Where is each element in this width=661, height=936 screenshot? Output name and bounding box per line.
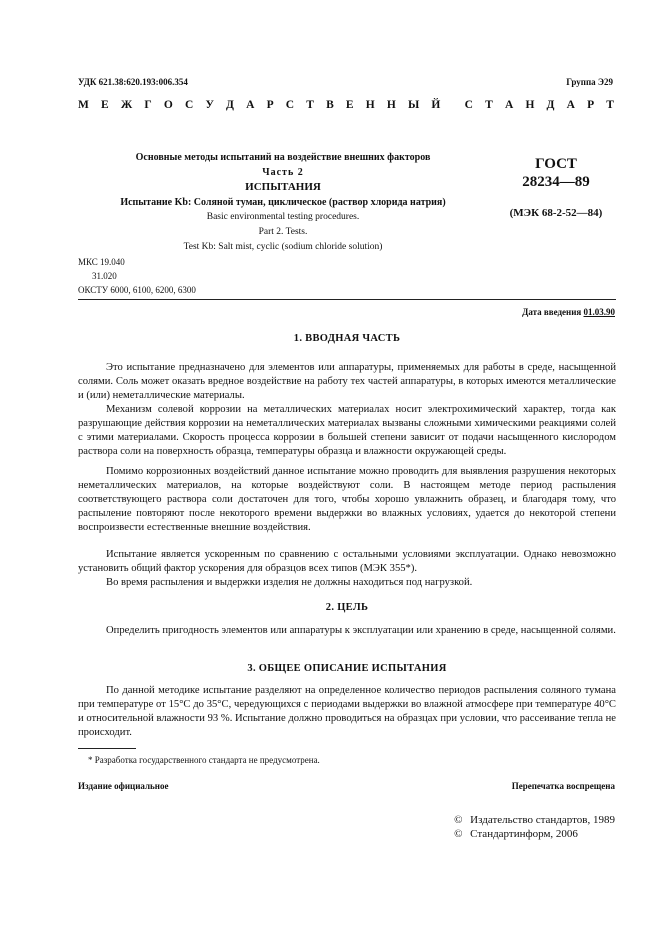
- banner-letter: Т: [606, 99, 614, 111]
- banner-letter: Д: [226, 99, 234, 111]
- banner-letter: У: [205, 99, 214, 111]
- section-1-paragraph-4: Испытание является ускоренным по сравнению с остальными условиями эксплуатации. Однако невозможно установить общий фактор ускорения для образцов всех типов (МЭК 355*).: [78, 549, 616, 574]
- banner-letter: М: [78, 99, 89, 111]
- introduction-date-value: 01.03.90: [583, 307, 615, 317]
- iec-reference: (МЭК 68-2-52—84): [509, 207, 603, 219]
- copyright-icon: ©: [454, 828, 463, 840]
- title-line-part: Часть 2: [262, 167, 304, 178]
- reprint-prohibited-label: Перепечатка воспрещена: [511, 781, 615, 791]
- banner-letter: А: [566, 99, 575, 111]
- section-3-title: 3. ОБЩЕЕ ОПИСАНИЕ ИСПЫТАНИЯ: [247, 663, 447, 674]
- gost-number: 28234—89: [522, 174, 590, 190]
- oksty-line: ОКСТУ 6000, 6100, 6200, 6300: [78, 285, 196, 295]
- udk-code: УДК 621.38:620.193:006.354: [78, 77, 188, 87]
- copyright-publisher-2006: Стандартинформ, 2006: [470, 828, 578, 840]
- banner-letter: Н: [525, 99, 535, 111]
- title-en-line3: Test Kb: Salt mist, cyclic (sodium chloride solution): [183, 242, 383, 252]
- section-2-title: 2. ЦЕЛЬ: [325, 602, 369, 613]
- interstate-standard-banner: [78, 99, 614, 111]
- title-en-line1: Basic environmental testing procedures.: [206, 212, 360, 222]
- introduction-date-label: Дата введения: [522, 307, 582, 317]
- banner-letter: Е: [345, 99, 354, 111]
- banner-letter: О: [163, 99, 173, 111]
- banner-letter: Т: [485, 99, 493, 111]
- banner-letter: В: [326, 99, 334, 111]
- footnote: * Разработка государственного стандарта не предусмотрена.: [88, 755, 320, 765]
- banner-letter: С: [285, 99, 295, 111]
- section-1-title: 1. ВВОДНАЯ ЧАСТЬ: [293, 333, 401, 344]
- banner-letter: Р: [587, 99, 595, 111]
- title-line-tests: ИСПЫТАНИЯ: [245, 181, 321, 193]
- section-1-paragraph-1: Это испытание предназначено для элементов или аппаратуры, применяемых для работы в среде, насыщенной солями. Соль может оказать вредное воздействие на работу тех частей аппаратуры, в которых имеются металлические и (или) неметаллические материалы.: [78, 362, 616, 401]
- banner-letter: Г: [144, 99, 152, 111]
- banner-letter: А: [504, 99, 514, 111]
- banner-letter: Ж: [120, 99, 133, 111]
- mks-line2: 31.020: [92, 271, 117, 281]
- banner-letter: Т: [306, 99, 314, 111]
- section-3-paragraph-1: По данной методике испытание разделяют на определенное количество периодов распыления соляного тумана при температуре от 15°С до 35°С, чередующихся с периодами выдержки во влажной атмосфере при температуре 40°С и относительной влажности 93 %. Испытание должно проводиться на образцах при условии, что рассеивание тепла не происходит.: [78, 685, 616, 738]
- title-en-line2: Part 2. Tests.: [258, 227, 308, 237]
- banner-letter: Й: [431, 99, 441, 111]
- gost-label: ГОСТ: [535, 156, 577, 172]
- banner-letter: Д: [546, 99, 555, 111]
- title-line-test-kb: Испытание Kb: Соляной туман, циклическое (раствор хлорида натрия): [120, 197, 446, 208]
- banner-letter: Н: [386, 99, 396, 111]
- copyright-line-1: [454, 813, 615, 827]
- banner-letter: А: [246, 99, 255, 111]
- banner-letter: Н: [365, 99, 375, 111]
- copyright-publisher-1989: Издательство стандартов, 1989: [470, 814, 615, 826]
- title-line-main: Основные методы испытаний на воздействие внешних факторов: [135, 152, 431, 163]
- section-1-paragraph-2: Механизм солевой коррозии на металлических материалах носит электрохимический характер, тогда как разрушающие действия коррозии на неметаллических материалах вызваны сложными химическими реакциями солей с этими материалами. Скорость процесса коррозии в большей степени зависит от подачи насыщенного кислородом раствора соли на поверхность образца, температуры образца и влажности окружающей среды.: [78, 404, 616, 457]
- section-1-paragraph-3: Помимо коррозионных воздействий данное испытание можно проводить для выявления разрушения некоторых неметаллических материалов, на которые воздействуют соли. В настоящем методе период распыления соответствующего раствора соли достаточен для того, чтобы хорошо увлажнить образец, и благодаря тому, что распыление повторяют после некоторого времени выдержки во влажных условиях, удается до некоторой степени воспроизвести естественные внешние воздействия.: [78, 466, 616, 533]
- classification-codes: [78, 255, 196, 297]
- banner-letter: С: [464, 99, 473, 111]
- header-divider: [78, 299, 616, 300]
- title-block: [78, 150, 488, 255]
- introduction-date: [522, 307, 615, 317]
- banner-letter: Е: [101, 99, 109, 111]
- banner-letter: С: [184, 99, 194, 111]
- copyright-block: [454, 813, 615, 841]
- banner-letter: Ы: [407, 99, 420, 111]
- group-code: Группа Э29: [566, 77, 613, 87]
- footnote-divider: [78, 748, 136, 749]
- copyright-icon: ©: [454, 814, 463, 826]
- gost-designation: [496, 155, 616, 219]
- mks-line1: МКС 19.040: [78, 257, 125, 267]
- section-1-paragraph-5: Во время распыления и выдержки изделия не должны находиться под нагрузкой.: [106, 577, 473, 588]
- section-2-paragraph-1: Определить пригодность элементов или аппаратуры к эксплуатации или хранению в среде, насыщенной солями.: [106, 625, 616, 636]
- official-edition-label: Издание официальное: [78, 781, 169, 791]
- banner-letter: Р: [266, 99, 274, 111]
- copyright-line-2: [454, 827, 615, 841]
